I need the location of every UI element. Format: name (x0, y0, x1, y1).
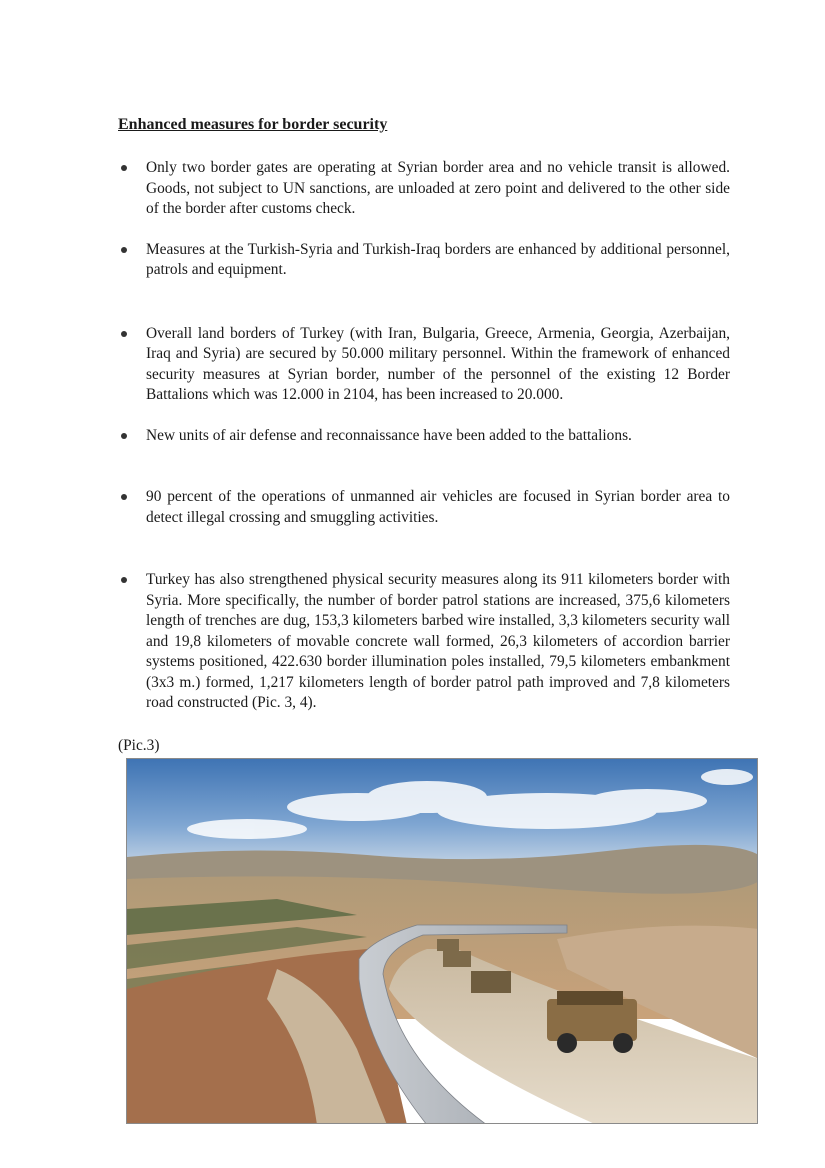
bullet-item (118, 487, 730, 528)
bullet-text: Turkey has also strengthened physical security measures along its 911 kilometers border with Syria. More specifically, the number of border patrol stations are increased, 375,6 kilometers length of trenches are dug, 153,3 kilometers barbed wire installed, 3,3 kilometers security wall and 19,8 kilometers of movable concrete wall formed, 26,3 kilometers of accordion barrier systems positioned, 422.630 border illumination poles installed, 79,5 kilometers embankment (3x3 m.) formed, 1,217 kilometers length of border patrol path improved and 7,8 kilometers road constructed (Pic. 3, 4). (146, 571, 730, 711)
bullet-text: 90 percent of the operations of unmanned air vehicles are focused in Syrian border area to detect illegal crossing and smuggling activities. (146, 488, 730, 526)
bullet-list (118, 158, 730, 714)
bullet-dot-icon (121, 433, 127, 439)
bullet-item (118, 240, 730, 281)
bullet-text: New units of air defense and reconnaissance have been added to the battalions. (146, 426, 632, 444)
bullet-item (118, 570, 730, 714)
bullet-text: Only two border gates are operating at Syrian border area and no vehicle transit is allowed. Goods, not subject to UN sanctions, are unloaded at zero point and delivered to the other side of the border after customs check. (146, 159, 730, 217)
section-heading: Enhanced measures for border security (118, 116, 388, 133)
border-wall-photo (126, 758, 758, 1124)
bullet-dot-icon (121, 494, 127, 500)
bullet-text: Measures at the Turkish-Syria and Turkish-Iraq borders are enhanced by additional personnel, patrols and equipment. (146, 240, 730, 278)
bullet-text: Overall land borders of Turkey (with Iran, Bulgaria, Greece, Armenia, Georgia, Azerbaijan, Iraq and Syria) are secured by 50.000 military personnel. Within the framework of enhanced security measures at Syrian border, number of the personnel of the existing 12 Border Battalions which was 12.000 in 2104, has been increased to 20.000. (146, 324, 730, 403)
bullet-dot-icon (121, 165, 127, 171)
bullet-dot-icon (121, 247, 127, 253)
photo-caption: (Pic.3) (118, 737, 160, 754)
bullet-dot-icon (121, 331, 127, 337)
bullet-item (118, 158, 730, 220)
border-landscape-illustration (127, 759, 758, 1124)
bullet-item (118, 426, 730, 447)
bullet-dot-icon (121, 577, 127, 583)
bullet-item (118, 324, 730, 406)
